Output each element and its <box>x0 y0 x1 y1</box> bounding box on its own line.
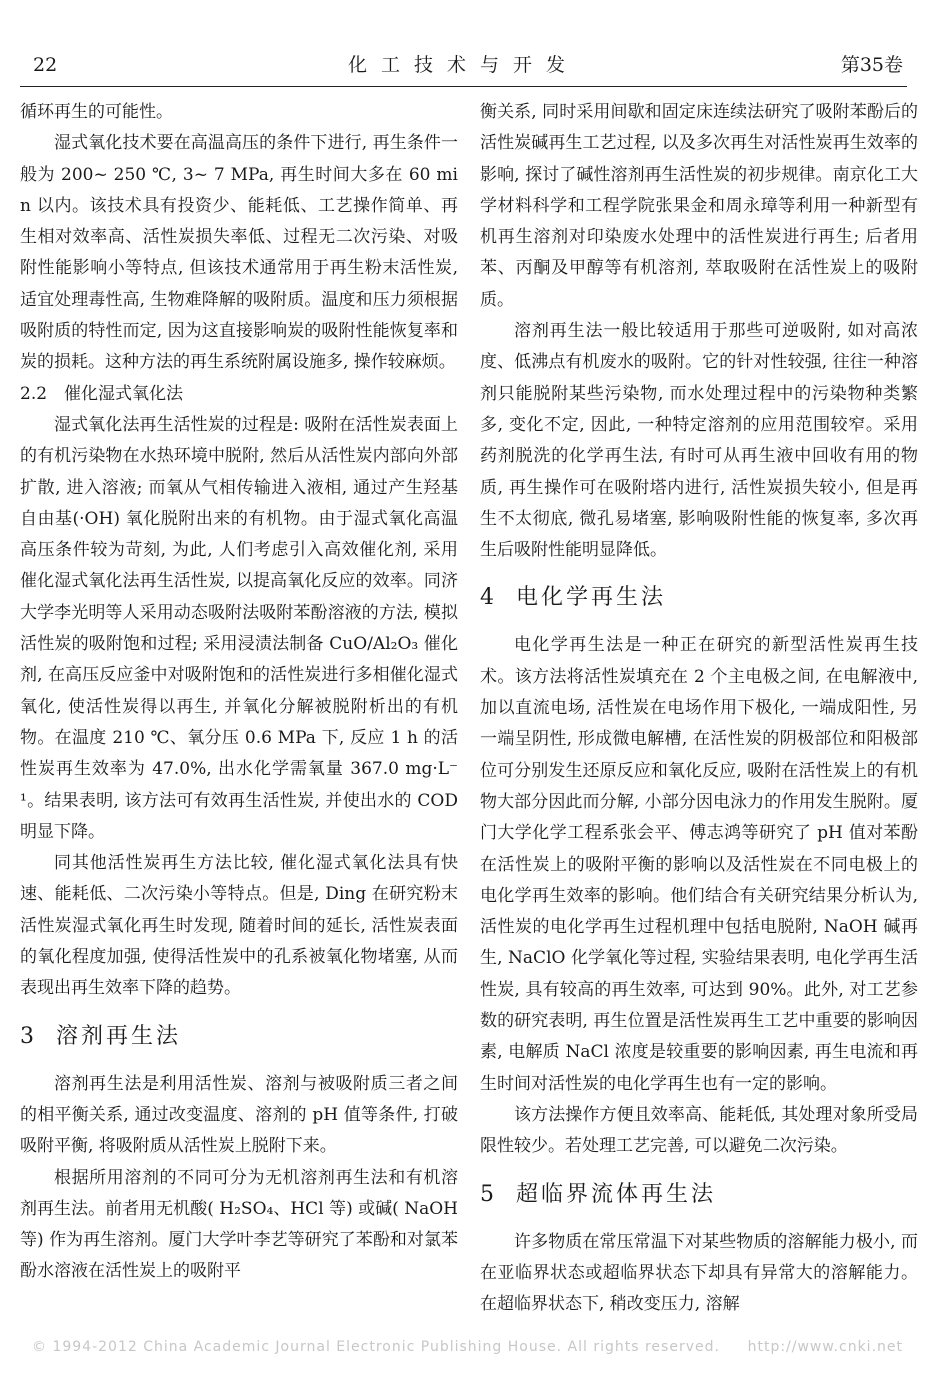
section-heading <box>480 578 918 618</box>
copyright-watermark <box>20 1336 907 1358</box>
paragraph: 该方法操作方便且效率高、能耗低, 其处理对象所受局限性较少。若处理工艺完善, 可以避免二次污染。 <box>480 1104 918 1157</box>
right-column <box>480 97 918 1320</box>
section-title: 超临界流体再生法 <box>516 1181 717 1207</box>
section-number: 3 <box>20 1023 37 1049</box>
paragraph: 同其他活性炭再生方法比较, 催化湿式氧化法具有快速、能耗低、二次污染小等特点。但是, Ding 在研究粉末活性炭湿式氧化再生时发现, 随着时间的延长, 活性炭表面的氧化程度加强, 使得活性炭中的孔系被氧化物堵塞, 从而表现出再生效率下降的趋势。 <box>20 853 458 999</box>
paragraph: 衡关系, 同时采用间歇和固定床连续法研究了吸附苯酚后的活性炭碱再生工艺过程, 以及多次再生对活性炭再生效率的影响, 探讨了碱性溶剂再生活性炭的初步规律。南京化工大学材料科学和工程学院张果金和周永璋等利用一种新型有机再生溶剂对印染废水处理中的活性炭进行再生; 后者用苯、丙酮及甲醇等有机溶剂, 萃取吸附在活性炭上的吸附质。 <box>480 102 918 310</box>
paragraph: 湿式氧化技术要在高温高压的条件下进行, 再生条件一般为 200~ 250 ℃, 3~ 7 MPa, 再生时间大多在 60 min 以内。该技术具有投资少、能耗低、工艺操作简单、再生相对效率高、活性炭损失率低、过程无二次污染、对吸附性能影响小等特点, 但该技术通常用于再生粉末活性炭, 适宜处理毒性高, 生物难降解的吸附质。温度和压力须根据吸附质的特性而定, 因为这直接影响炭的吸附性能恢复率和炭的损耗。这种方法的再生系统附属设施多, 操作较麻烦。 <box>20 133 458 373</box>
paragraph: 湿式氧化法再生活性炭的过程是: 吸附在活性炭表面上的有机污染物在水热环境中脱附, 然后从活性炭内部向外部扩散, 进入溶液; 而氧从气相传输进入液相, 通过产生羟基自由基(·OH) 氧化脱附出来的有机物。由于湿式氧化高温高压条件较为苛刻, 为此, 人们考虑引入高效催化剂, 采用催化湿式氧化法再生活性炭, 以提高氧化反应的效率。同济大学李光明等人采用动态吸附法吸附苯酚溶液的方法, 模拟活性炭的吸附饱和过程; 采用浸渍法制备 CuO/Al₂O₃ 催化剂, 在高压反应釜中对吸附饱和的活性炭进行多相催化湿式氧化, 使活性炭得以再生, 并氧化分解被脱附析出的有机物。在温度 210 ℃、氧分压 0.6 MPa 下, 反应 1 h 的活性炭再生效率为 47.0%, 出水化学需氧量 367.0 mg·L⁻¹。结果表明, 该方法可有效再生活性炭, 并使出水的 COD 明显下降。 <box>20 414 458 842</box>
header-rule <box>20 86 907 87</box>
section-title: 溶剂再生法 <box>56 1023 182 1049</box>
paragraph: 溶剂再生法是利用活性炭、溶剂与被吸附质三者之间的相平衡关系, 通过改变温度、溶剂的 pH 值等条件, 打破吸附平衡, 将吸附质从活性炭上脱附下来。 <box>20 1073 458 1157</box>
cnki-url: http://www.cnki.net <box>747 1339 903 1355</box>
paragraph: 根据所用溶剂的不同可分为无机溶剂再生法和有机溶剂再生法。前者用无机酸( H₂SO₄、HCl 等) 或碱( NaOH 等) 作为再生溶剂。厦门大学叶李艺等研究了苯酚和对氯苯酚水溶液在活性炭上的吸附平 <box>20 1167 458 1282</box>
section-title: 电化学再生法 <box>516 585 667 611</box>
page-header <box>20 51 907 81</box>
journal-title: 化工技术与开发 <box>347 54 579 76</box>
section-heading <box>480 1175 918 1215</box>
left-column <box>20 97 458 1288</box>
paragraph: 溶剂再生法一般比较适用于那些可逆吸附, 如对高浓度、低沸点有机废水的吸附。它的针对性较强, 往往一种溶剂只能脱附某些污染物, 而水处理过程中的污染物种类繁多, 变化不定, 因此, 一种特定溶剂的应用范围较窄。采用药剂脱洗的化学再生法, 有时可从再生液中回收有用的物质, 再生操作可在吸附塔内进行, 活性炭损失较小, 但是再生不太彻底, 微孔易堵塞, 影响吸附性能的恢复率, 多次再生后吸附性能明显降低。 <box>480 321 918 561</box>
section-number: 4 <box>480 585 497 611</box>
paragraph: 循环再生的可能性。 <box>20 102 173 122</box>
paragraph: 电化学再生法是一种正在研究的新型活性炭再生技术。该方法将活性炭填充在 2 个主电极之间, 在电解液中, 加以直流电场, 活性炭在电场作用下极化, 一端成阳性, 另一端呈阴性, 形成微电解槽, 在活性炭的阴极部位和阳极部位可分别发生还原反应和氧化反应, 吸附在活性炭上的有机物大部分因此而分解, 小部分因电泳力的作用发生脱附。厦门大学化学工程系张会平、傅志鸿等研究了 pH 值对苯酚在活性炭上的吸附平衡的影响以及活性炭在不同电极上的电化学再生效率的影响。他们结合有关研究结果分析认为, 活性炭的电化学再生过程机理中包括电脱附, NaOH 碱再生, NaClO 化学氧化等过程, 实验结果表明, 电化学再生活性炭, 具有较高的再生效率, 可达到 90%。此外, 对工艺参数的研究表明, 再生位置是活性炭再生工艺中重要的影响因素, 电解质 NaCl 浓度是较重要的影响因素, 再生电流和再生时间对活性炭的电化学再生也有一定的影响。 <box>480 635 918 1094</box>
page-number: 22 <box>33 54 58 76</box>
copyright-text: © 1994-2012 China Academic Journal Electronic Publishing House. All rights reserved. <box>32 1339 720 1355</box>
section-heading <box>20 1017 458 1057</box>
volume-label: 第35卷 <box>840 54 903 76</box>
paragraph: 许多物质在常压常温下对某些物质的溶解能力极小, 而在亚临界状态或超临界状态下却具有异常大的溶解能力。在超临界状态下, 稍改变压力, 溶解 <box>480 1231 918 1315</box>
subsection-heading: 2.2 催化湿式氧化法 <box>20 383 184 404</box>
section-number: 5 <box>480 1181 497 1207</box>
